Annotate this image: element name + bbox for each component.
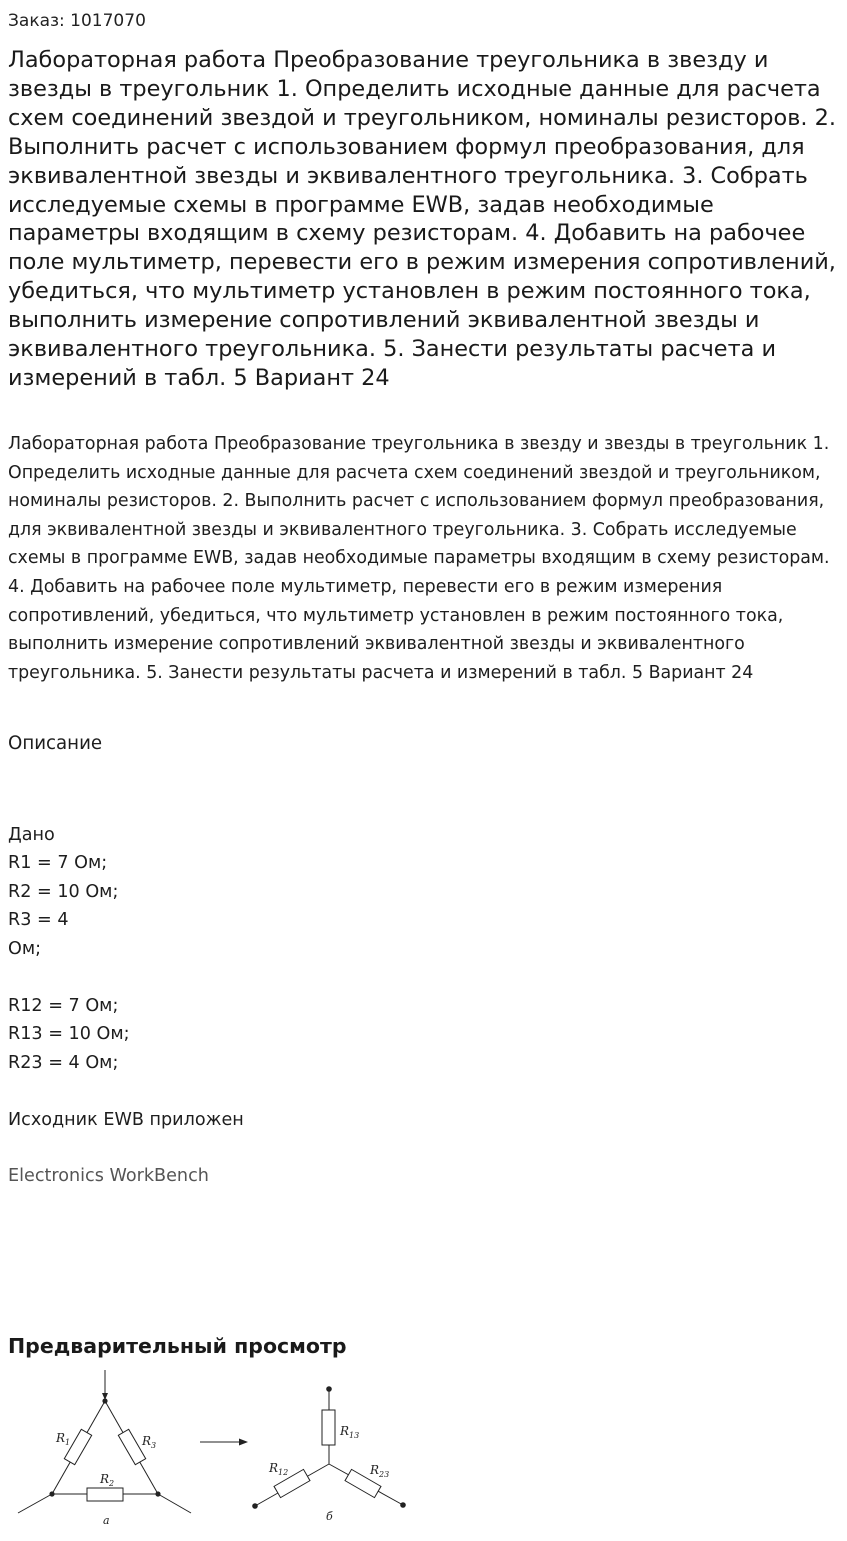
resistor-label-r23: $R_{23}$: [370, 1463, 390, 1479]
description-heading: Описание: [8, 733, 103, 754]
description-line: R12 = 7 Ом;: [8, 995, 119, 1016]
delta-circuit: [18, 1370, 191, 1527]
description-line: [8, 1077, 244, 1106]
circuit-diagram: [8, 1366, 418, 1530]
description-line: R1 = 7 Ом;: [8, 853, 108, 873]
transform-arrow-icon: [200, 1439, 248, 1446]
page-title: Лабораторная работа Преобразование треугольника в звезду и звезды в треугольник 1. Определить исходные данные для расчета схем соединений звездой и треугольником, номиналы резисторов. 2. Выполнить расчет с использованием формул преобразования, для эквивалентной звезды и эквивалентного треугольника. 3. Собрать исследуемые схемы в программе EWB, задав необходимые параметры входящим в схему резисторам. 4. Добавить на рабочее поле мультиметр, перевести его в режим измерения сопротивлений, убедиться, что мультиметр установлен в режим постоянного тока, выполнить измерение сопротивлений эквивалентной звезды и эквивалентного треугольника. 5. Занести результаты расчета и измерений в табл. 5 Вариант 24: [8, 47, 836, 391]
description-line: R3 = 4: [8, 910, 69, 930]
delta-caption: а: [103, 1514, 110, 1527]
resistor-label-r2: $R_2$: [100, 1472, 115, 1488]
task-summary: Лабораторная работа Преобразование треугольника в звезду и звезды в треугольник 1. Определить исходные данные для расчета схем соединений звездой и треугольником, номиналы резисторов. 2. Выполнить расчет с использованием формул преобразования, для эквивалентной звезды и эквивалентного треугольника. 3. Собрать исследуемые схемы в программе EWB, задав необходимые параметры входящим в схему резисторам. 4. Добавить на рабочее поле мультиметр, перевести его в режим измерения сопротивлений, убедиться, что мультиметр установлен в режим постоянного тока, выполнить измерение сопротивлений эквивалентной звезды и эквивалентного треугольника. 5. Занести результаты расчета и измерений в табл. 5 Вариант 24: [8, 434, 830, 683]
preview-heading: Предварительный просмотр: [8, 1334, 347, 1358]
description-line: Исходник EWB приложен: [8, 1109, 244, 1130]
description-line: R13 = 10 Ом;: [8, 1024, 130, 1044]
order-number: Заказ: 1017070: [8, 11, 146, 31]
software-label: Electronics WorkBench: [8, 1166, 209, 1186]
description-line: Дано: [8, 824, 55, 845]
resistor-r2: [87, 1488, 123, 1501]
description-line: [8, 792, 244, 821]
resistor-label-r3: $R_3$: [142, 1434, 157, 1450]
description-body: [8, 792, 244, 1134]
resistor-label-r12: $R_{12}$: [269, 1461, 289, 1477]
description-line: [8, 963, 244, 992]
star-circuit: [252, 1386, 406, 1523]
resistor-label-r1: $R_1$: [56, 1431, 71, 1447]
resistor-r13: [322, 1410, 335, 1445]
description-line: Ом;: [8, 938, 42, 959]
description-line: R23 = 4 Ом;: [8, 1052, 119, 1073]
star-caption: б: [326, 1510, 333, 1523]
delta-right-lead: [158, 1494, 191, 1513]
resistor-label-r13: $R_{13}$: [340, 1424, 360, 1440]
preview-image: [8, 1366, 418, 1530]
resistor-r1: [64, 1429, 91, 1464]
delta-left-lead: [18, 1494, 52, 1513]
description-line: R2 = 10 Ом;: [8, 881, 119, 902]
